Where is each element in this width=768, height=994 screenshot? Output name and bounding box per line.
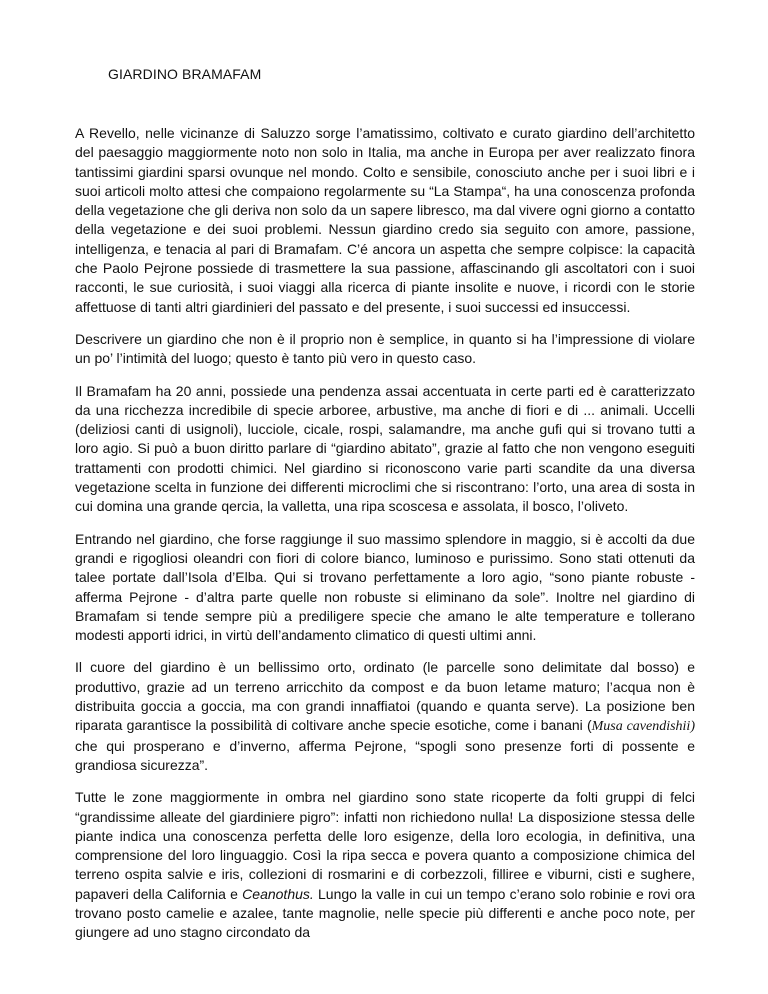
- paragraph-1: A Revello, nelle vicinanze di Saluzzo sorge l’amatissimo, coltivato e curato giardino dell’architetto del paesaggio maggiormente noto non solo in Italia, ma anche in Europa per aver realizzato finora tantissimi giardini sparsi ovunque nel mondo. Colto e sensibile, conosciuto anche per i suoi libri e i suoi articoli molto attesi che compaiono regolarmente su “La Stampa“, ha una conoscenza profonda della vegetazione che gli deriva non solo da un sapere libresco, ma dal vivere ogni giorno a contatto della vegetazione e dei suoi problemi. Nessun giardino credo sia seguito con amore, passione, intelligenza, e tenacia al pari di Bramafam. C’é ancora un aspetta che sempre colpisce: la capacità che Paolo Pejrone possiede di trasmettere la sua passione, affascinando gli ascoltatori con i suoi racconti, le sue curiosità, i suoi viaggi alla ricerca di piante insolite e nuove, i ricordi con le storie affettuose di tanti altri giardinieri del passato e del presente, i suoi successi ed insuccessi.: [75, 125, 695, 315]
- paragraph-5: [75, 658, 695, 775]
- paragraph-6-text-b: Lungo la valle in cui un tempo c’erano solo robinie e rovi ora trovano posto camelie e azalee, tante magnolie, nelle specie più differenti e anche poco note, per giungere ad uno stagno circondato da: [75, 885, 696, 941]
- document-title: GIARDINO BRAMAFAM: [108, 66, 262, 82]
- paragraph-6-text-a: Tutte le zone maggiormente in ombra nel giardino sono state ricoperte da folti gruppi di felci “grandissime alleate del giardiniere pigro”: infatti non richiedono nulla! La disposizione stessa delle piante indica una conoscenza perfetta delle loro esigenze, della loro ecologia, in definitiva, una comprensione del loro linguaggio. Così la ripa secca e povera quanto a composizione chimica del terreno ospita salvie e iris, collezioni di rosmarini e di corbezzoli, filliree e viburni, cisti e sughere, papaveri della California e: [75, 789, 695, 902]
- paragraph-5-text-b: che qui prosperano e d’inverno, afferma Pejrone, “spogli sono presenze forti di possente e grandiosa sicurezza”.: [75, 737, 695, 773]
- latin-name-ceanothus: Ceanothus.: [242, 885, 314, 902]
- latin-name-musa: Musa cavendishii): [591, 719, 695, 735]
- document-body: [75, 124, 695, 956]
- paragraph-6: [75, 788, 695, 942]
- paragraph-2: Descrivere un giardino che non è il proprio non è semplice, in quanto si ha l’impressione di violare un po’ l’intimità del luogo; questo è tanto più vero in questo caso.: [75, 330, 695, 367]
- paragraph-3: Il Bramafam ha 20 anni, possiede una pendenza assai accentuata in certe parti ed è caratterizzato da una ricchezza incredibile di specie arboree, arbustive, ma anche di fiori e di ... animali. Uccelli (deliziosi canti di usignoli), lucciole, cicale, rospi, salamandre, ma anche gufi qui si trovano tutti a loro agio. Si può a buon diritto parlare di “giardino abitato”, grazie al fatto che non vengono eseguiti trattamenti con prodotti chimici. Nel giardino si riconoscono varie parti scandite da una diversa vegetazione scelta in funzione dei differenti microclimi che si riscontrano: l’orto, una area di sosta in cui domina una grande qercia, la valletta, una ripa scoscesa e assolata, il bosco, l’oliveto.: [75, 382, 695, 515]
- paragraph-5-text-a: Il cuore del giardino è un bellissimo orto, ordinato (le parcelle sono delimitate dal bosso) e produttivo, grazie ad un terreno arricchito da compost e da buon letame maturo; l’acqua non è distribuita goccia a goccia, ma con grandi innaffiatoi (quando e quanta serve). La posizione ben riparata garantisce la possibilità di coltivare anche specie esotiche, come i banani (: [75, 659, 695, 734]
- paragraph-4: Entrando nel giardino, che forse raggiunge il suo massimo splendore in maggio, si è accolti da due grandi e rigogliosi oleandri con fiori di colore bianco, luminoso e purissimo. Sono stati ottenuti da talee portate dall’Isola d’Elba. Qui si trovano perfettamente a loro agio, “sono piante robuste - afferma Pejrone - d’altra parte quelle non robuste si eliminano da sole”. Inoltre nel giardino di Bramafam si tende sempre più a prediligere specie che amano le alte temperature e tollerano modesti apporti idrici, in virtù dell’andamento climatico di questi ultimi anni.: [75, 530, 695, 644]
